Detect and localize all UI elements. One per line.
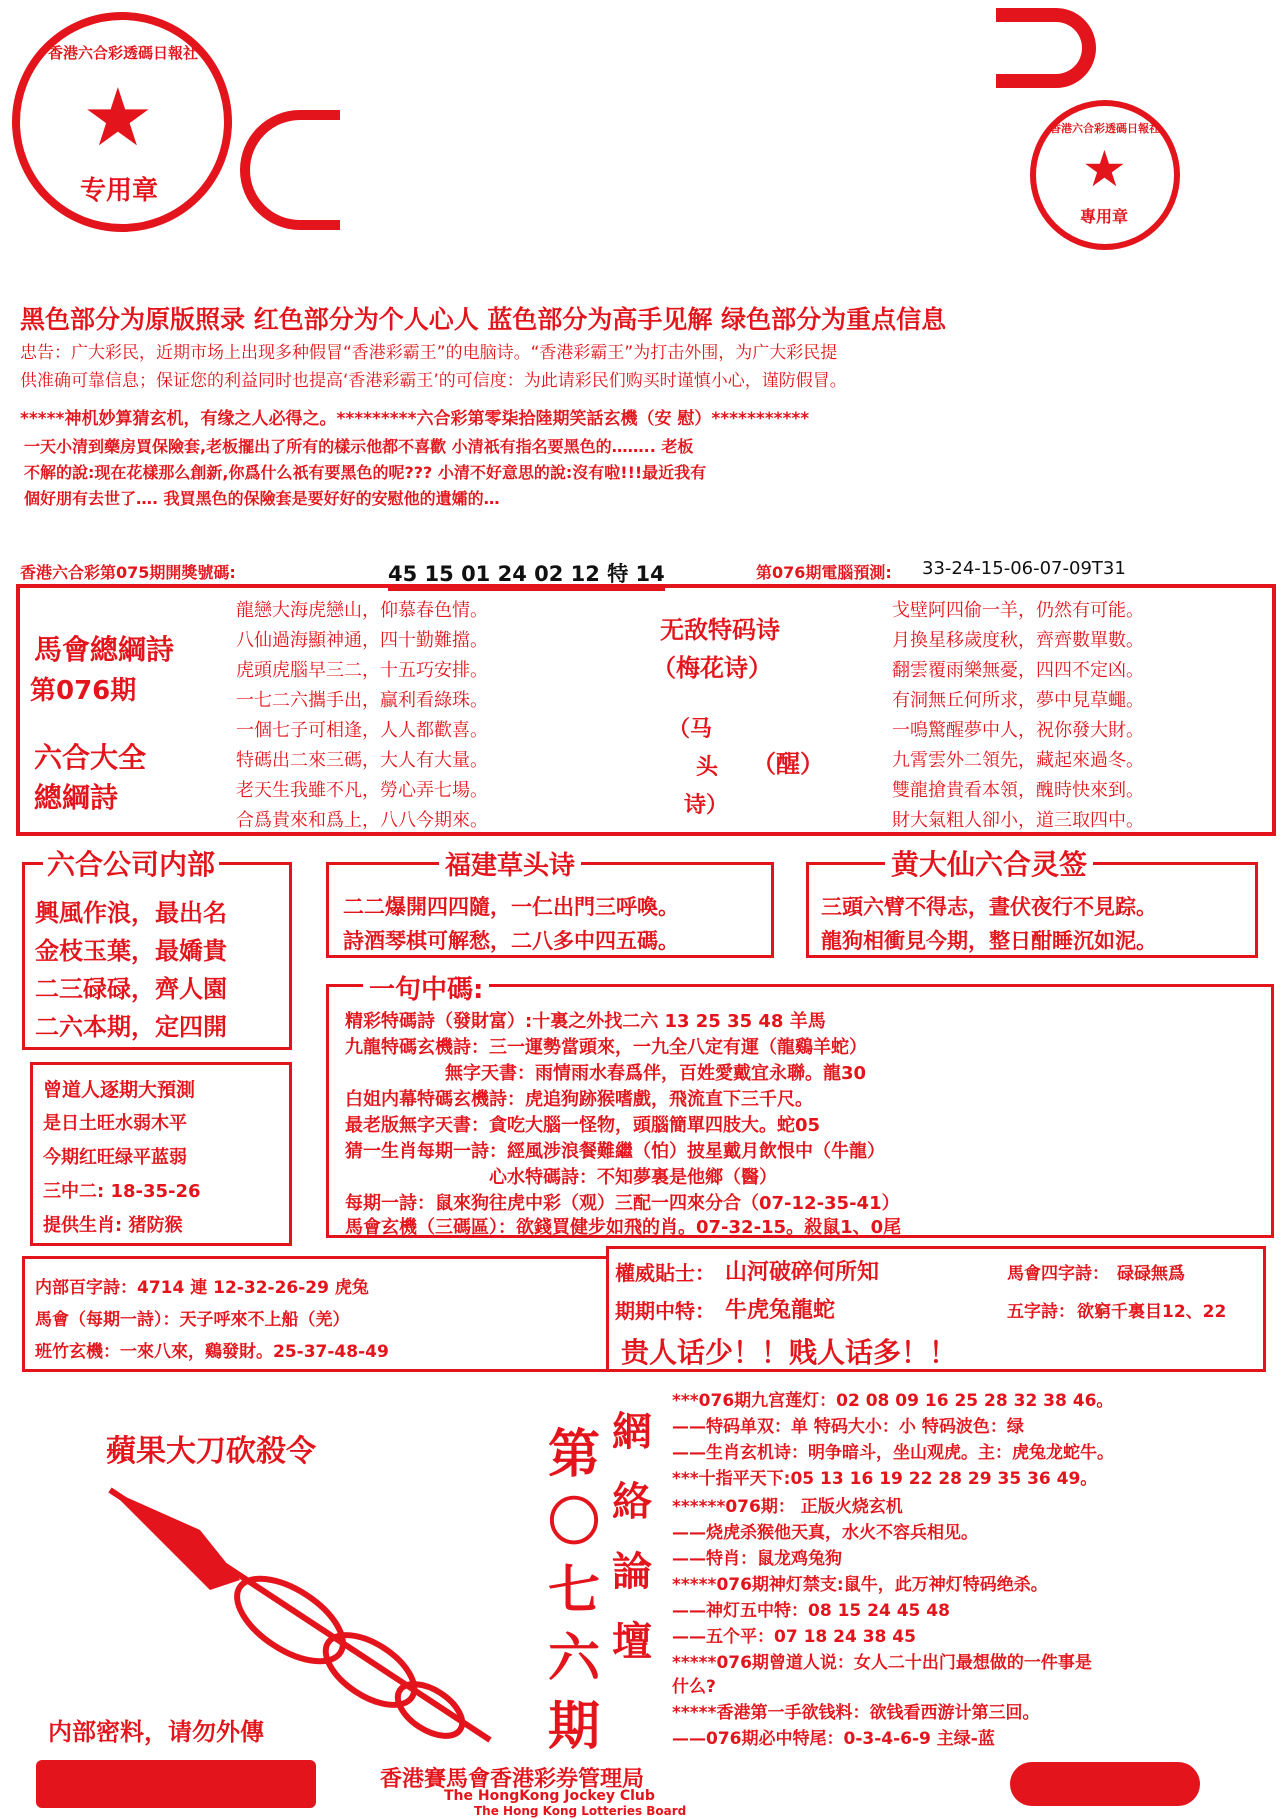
right-verse: 月換星移歲度秋，齊齊數單數。 xyxy=(892,630,1144,651)
notice-line-1: 忠告：广大彩民，近期市场上出现多种假冒“香港彩霸王”的电脑诗。“香港彩霸王”为打击外围，为广大彩民提 xyxy=(20,343,838,363)
internal-line: 内部百字詩：4714 連 12-32-26-29 虎兔 xyxy=(35,1278,369,1298)
bottom-line: *****香港第一手欲钱料：欲钱看西游计第三回。 xyxy=(672,1703,1040,1723)
fujian-box xyxy=(326,851,774,958)
yiju-line: 白姐内幕特碼玄機詩：虎追狗跡猴嗜戲，飛流直下三千尺。 xyxy=(345,1089,813,1110)
huangdaxian-title: 黄大仙六合灵签 xyxy=(885,843,1093,883)
forum-issue-char: 六 xyxy=(548,1629,601,1689)
bottom-line: 什么? xyxy=(672,1677,716,1697)
authority-label-3: 期期中特： xyxy=(615,1299,715,1323)
footer-logo-left xyxy=(36,1760,316,1808)
company-line: 金枝玉葉，最嬌貴 xyxy=(35,937,227,965)
star-icon: ★ xyxy=(1082,140,1127,198)
poem-box xyxy=(16,584,1276,836)
seal-right xyxy=(1030,100,1180,250)
huangdaxian-box xyxy=(806,848,1258,958)
verse: 合爲貴來和爲上，八八今期來。 xyxy=(236,810,488,831)
right-verse: 有洞無丘何所求，夢中見草蠅。 xyxy=(892,690,1144,711)
yiju-line: 猜一生肖每期一詩：經風涉浪餐難繼（怕）披星戴月飲恨中（牛龍） xyxy=(345,1141,885,1162)
sword-illustration xyxy=(90,1470,510,1750)
yiju-line: 最老版無字天書：貪吃大腦一怪物，頭腦簡單四肢大。蛇05 xyxy=(345,1115,821,1136)
verse: 一個七子可相逢，人人都歡喜。 xyxy=(236,720,488,741)
bottom-line: ——生肖玄机诗：明争暗斗，坐山观虎。主：虎兔龙蛇牛。 xyxy=(672,1443,1114,1463)
joke-line: 個好朋有去世了…. 我買黑色的保險套是要好好的安慰他的遺孀的… xyxy=(24,489,500,508)
bottom-line: ******076期： 正版火烧玄机 xyxy=(672,1497,903,1517)
authority-value-2: 碌碌無爲 xyxy=(1117,1264,1185,1284)
company-box xyxy=(22,848,292,1050)
kill-order-footer: 内部密料，请勿外傳 xyxy=(48,1718,264,1746)
yiju-title: 一句中碼: xyxy=(363,969,489,1006)
yiju-box xyxy=(326,975,1274,1238)
bottom-line: ——特码单双：单 特码大小：小 特码波色：绿 xyxy=(672,1417,1024,1437)
bottom-line: *****076期神灯禁支:鼠牛，此万神灯特码绝杀。 xyxy=(672,1575,1048,1595)
huangdaxian-line: 龍狗相衝見今期，整日酣睡沉如泥。 xyxy=(821,929,1157,953)
joke-line: 一天小清到藥房買保險套,老板擺出了所有的樣示他都不喜歡 小清祇有指名要黑色的…….. 老板 xyxy=(24,437,694,456)
forum-issue-char: 七 xyxy=(548,1561,601,1621)
footer-en-1: The HongKong Jockey Club xyxy=(444,1788,655,1804)
zengdaoren-title: 曾道人逐期大預測 xyxy=(43,1079,196,1101)
right-verse: 雙龍搶貴看本領，醜時快來到。 xyxy=(892,780,1144,801)
seal-left-ring-text: 香港六合彩透碼日報社 xyxy=(47,44,198,62)
mid-ma: （马 xyxy=(668,717,713,742)
authority-label-4: 五字詩： xyxy=(1007,1302,1075,1322)
zengdaoren-box xyxy=(30,1062,292,1246)
yiju-line: 每期一詩：鼠來狗往虎中彩（观）三配一四來分合（07-12-35-41） xyxy=(345,1193,900,1214)
verse: 龍戀大海虎戀山，仰慕春色情。 xyxy=(236,600,488,621)
mid-shi: 诗） xyxy=(684,793,729,818)
zengdaoren-line: 提供生肖: 猪防猴 xyxy=(43,1215,183,1236)
star-icon: ★ xyxy=(82,71,154,164)
header-logo-fragment xyxy=(240,110,340,230)
bottom-line: ——076期必中特尾：0-3-4-6-9 主绿-蓝 xyxy=(672,1729,995,1749)
kill-order-title: 蘋果大刀砍殺令 xyxy=(106,1434,316,1469)
forum-issue-char: 第 xyxy=(548,1425,601,1485)
seal-left xyxy=(12,12,232,232)
forum-title-char: 壇 xyxy=(612,1619,652,1665)
prediction-value: 33-24-15-06-07-09T31 xyxy=(922,558,1126,579)
verse: 老天生我雖不凡，勞心弄七場。 xyxy=(236,780,488,801)
verse: 八仙過海顯神通，四十勤難擋。 xyxy=(236,630,488,651)
authority-box xyxy=(606,1246,1266,1372)
company-title: 六合公司内部 xyxy=(43,843,219,883)
joke-line: 不解的說:现在花樣那么創新,你爲什么祇有要黑色的呢??? 小清不好意思的說:沒有啦!!!最近我有 xyxy=(24,463,707,482)
draw-label: 香港六合彩第075期開獎號碼: xyxy=(20,563,236,582)
yiju-line: 心水特碼詩：不知夢裏是他鄉（醫） xyxy=(489,1167,777,1188)
zengdaoren-line: 三中二: 18-35-26 xyxy=(43,1181,201,1202)
right-verse: 九霄雲外二領先，藏起來過冬。 xyxy=(892,750,1144,771)
footer-org: 香港賽馬會香港彩券管理局 xyxy=(380,1767,645,1792)
fujian-line: 詩酒琴棋可解愁，二八多中四五碼。 xyxy=(343,929,679,953)
prediction-label: 第076期電腦預測: xyxy=(756,563,892,582)
footer-logo-right xyxy=(1010,1762,1200,1806)
verse: 特碼出二來三碼，大人有大量。 xyxy=(236,750,488,771)
seal-left-inner-text: 专用章 xyxy=(80,176,159,206)
internal-line: 馬會（每期一詩）：天子呼來不上船（羌） xyxy=(35,1310,350,1330)
company-line: 二三碌碌，齊人園 xyxy=(35,975,227,1003)
authority-value-4: 欲窮千裏目12、22 xyxy=(1077,1302,1227,1322)
mid-answer: （醒） xyxy=(752,750,824,778)
slogan: 贵人话少！！贱人话多！！ xyxy=(621,1336,958,1369)
authority-value-3: 牛虎兔龍蛇 xyxy=(725,1298,836,1323)
forum-title-char: 論 xyxy=(612,1549,652,1595)
mid-poem-title: 无敌特码诗 xyxy=(660,616,780,644)
notice-line-2: 供准确可靠信息；保证您的利益同时也提高‘香港彩霸王’的可信度：为此请彩民们购买时谨慎小心，谨防假冒。 xyxy=(20,371,847,391)
right-verse: 翻雲覆雨樂無憂，四四不定凶。 xyxy=(892,660,1144,681)
authority-label-1: 權威貼士： xyxy=(615,1261,715,1285)
seal-right-inner-text: 專用章 xyxy=(1080,207,1129,226)
verse: 虎頭虎腦早三二，十五巧安排。 xyxy=(236,660,488,681)
bottom-line: ——烧虎杀猴他天真，水火不容兵相见。 xyxy=(672,1523,978,1543)
huangdaxian-line: 三頭六臂不得志，晝伏夜行不見踪。 xyxy=(821,895,1157,919)
verse: 一七二六攜手出，贏利看綠珠。 xyxy=(236,690,488,711)
right-verse: 戈壁阿四偷一羊，仍然有可能。 xyxy=(892,600,1144,621)
authority-value-1: 山河破碎何所知 xyxy=(725,1260,880,1285)
poem-title-3: 總綱詩 xyxy=(34,781,119,814)
forum-issue-char: 〇 xyxy=(548,1493,601,1553)
forum-title-char: 絡 xyxy=(612,1479,652,1525)
zengdaoren-line: 是日土旺水弱木平 xyxy=(43,1113,187,1134)
bottom-line: ——特肖：鼠龙鸡兔狗 xyxy=(672,1549,842,1569)
poem-issue: 第076期 xyxy=(30,676,137,706)
bottom-line: *****076期曾道人说：女人二十出门最想做的一件事是 xyxy=(672,1653,1092,1673)
fujian-line: 二二爆開四四隨，一仁出門三呼喚。 xyxy=(343,895,679,919)
bottom-line: ——五个平：07 18 24 38 45 xyxy=(672,1627,916,1647)
yiju-line: 無字天書：雨情雨水春爲伴，百姓愛戴宜永聯。龍30 xyxy=(445,1063,867,1084)
internal-box xyxy=(22,1256,606,1372)
forum-issue-char: 期 xyxy=(548,1697,601,1757)
right-verse: 一鳴驚醒夢中人，祝你發大財。 xyxy=(892,720,1144,741)
yiju-line: 馬會玄機（三碼區）：欲錢買健步如飛的肖。07-32-15。殺鼠1、0尾 xyxy=(345,1217,902,1238)
mid-tou: 头 xyxy=(696,755,719,780)
yiju-line: 九龍特碼玄機詩：三一運勢當頭來，一九全八定有運（龍鷄羊蛇） xyxy=(345,1037,867,1058)
bottom-line: ***076期九宫莲灯：02 08 09 16 25 28 32 38 46。 xyxy=(672,1391,1114,1411)
joke-title: *****神机妙算猜玄机，有缘之人必得之。*********六合彩第零柒拾陸期笑話玄機（安 慰）*********** xyxy=(20,409,810,429)
draw-numbers: 45 15 01 24 02 12 特 14 xyxy=(388,558,665,591)
header-logo-fragment-right xyxy=(996,8,1096,88)
bottom-line: ***十指平天下:05 13 16 19 22 28 29 35 36 49。 xyxy=(672,1469,1098,1489)
bottom-line: ——神灯五中特：08 15 24 45 48 xyxy=(672,1601,950,1621)
poem-title-2: 六合大全 xyxy=(34,741,147,774)
forum-title-char: 網 xyxy=(612,1409,652,1455)
fujian-title: 福建草头诗 xyxy=(439,845,581,882)
yiju-line: 精彩特碼詩（發財富）:十裏之外找二六 13 25 35 48 羊馬 xyxy=(345,1011,826,1032)
company-line: 二六本期，定四開 xyxy=(35,1013,227,1041)
mid-poem-subtitle: （梅花诗） xyxy=(652,654,772,682)
zengdaoren-line: 今期红旺绿平蓝弱 xyxy=(43,1147,187,1168)
authority-label-2: 馬會四字詩： xyxy=(1007,1264,1109,1284)
footer-en-2: The Hong Kong Lotteries Board xyxy=(474,1804,687,1818)
color-legend: 黑色部分为原版照录 红色部分为个人心人 蓝色部分为高手见解 绿色部分为重点信息 xyxy=(20,305,947,334)
poem-title: 馬會總綱詩 xyxy=(34,633,175,666)
seal-right-ring-text: 香港六合彩透碼日報社 xyxy=(1050,122,1160,135)
company-line: 興風作浪，最出名 xyxy=(35,899,227,927)
internal-line: 班竹玄機：一來八來，鷄發財。25-37-48-49 xyxy=(35,1342,389,1362)
right-verse: 財大氣粗人卻小，道三取四中。 xyxy=(892,810,1144,831)
